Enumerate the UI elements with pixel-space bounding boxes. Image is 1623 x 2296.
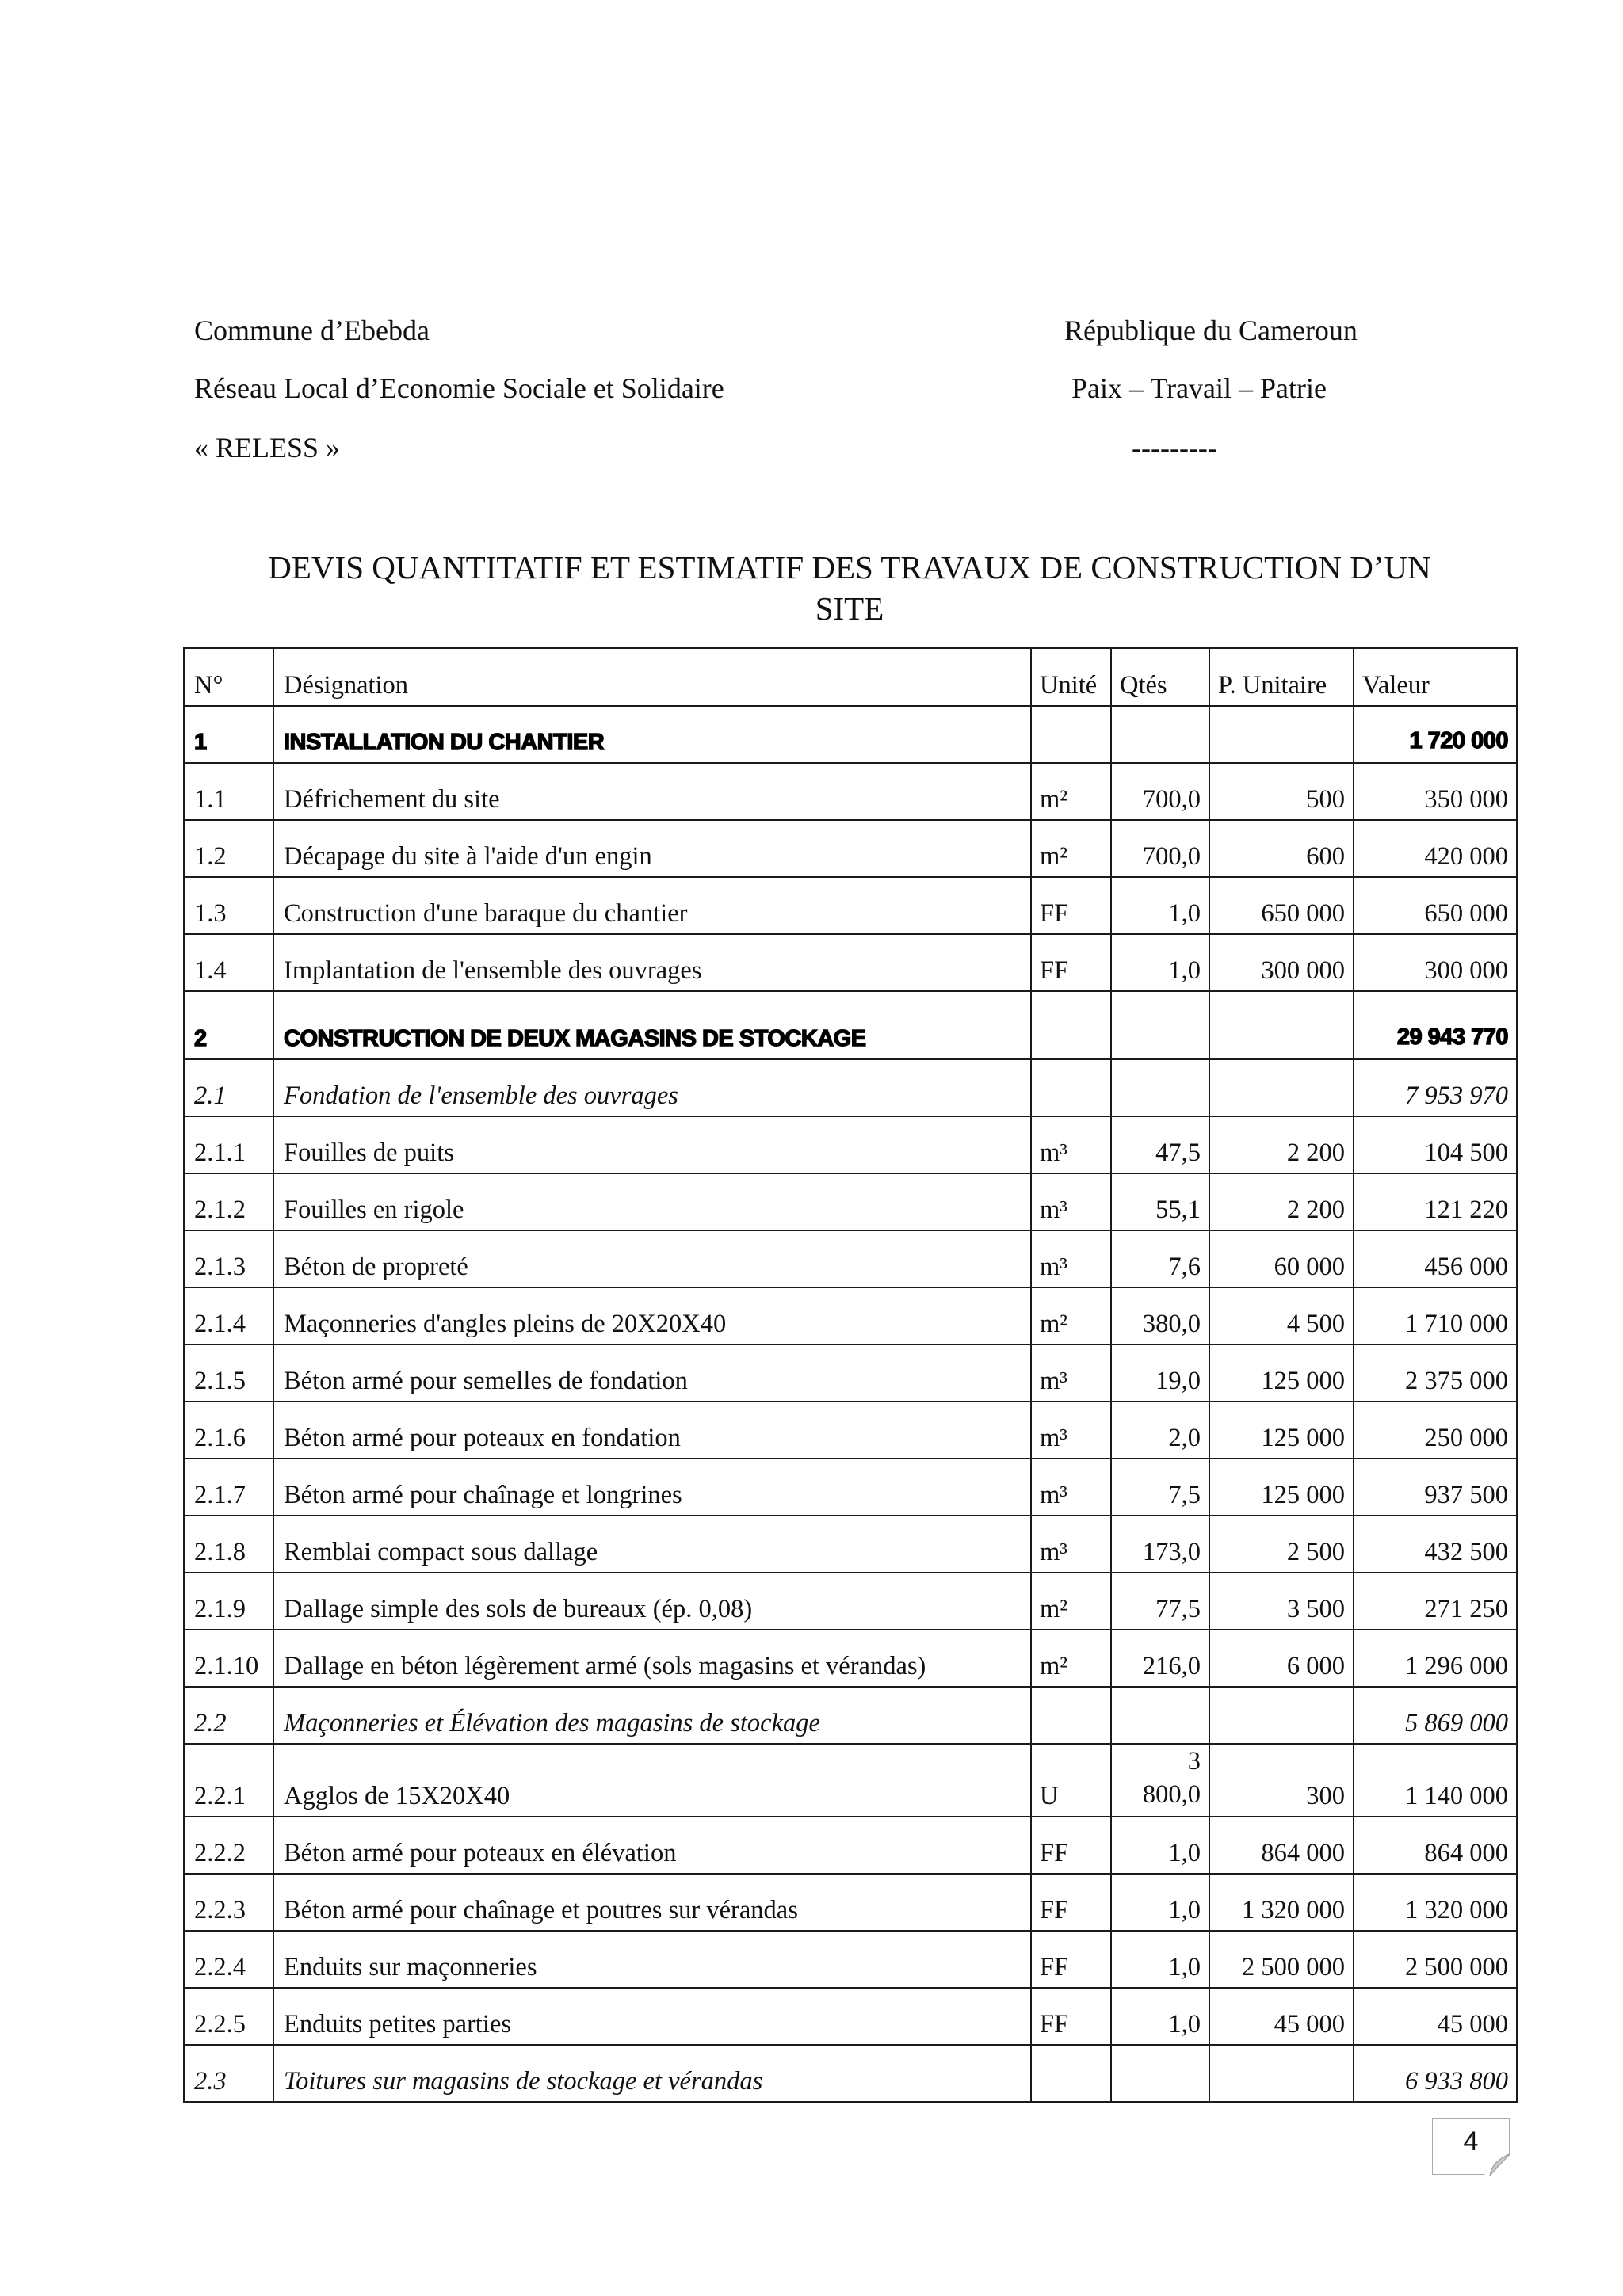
cell-designation: CONSTRUCTION DE DEUX MAGASINS DE STOCKAGE bbox=[273, 991, 1031, 1059]
table-row bbox=[184, 1173, 1517, 1230]
cell-number: 2.2 bbox=[184, 1687, 273, 1744]
cell-quantity: 1,0 bbox=[1111, 1874, 1209, 1931]
cell-quantity: 7,6 bbox=[1111, 1230, 1209, 1287]
cell-unit bbox=[1031, 706, 1111, 763]
cell-number: 1.4 bbox=[184, 934, 273, 991]
cell-unit: m² bbox=[1031, 1287, 1111, 1344]
subsection-row bbox=[184, 1687, 1517, 1744]
cell-unit-price: 2 200 bbox=[1209, 1173, 1354, 1230]
cell-unit-price: 500 bbox=[1209, 763, 1354, 820]
cell-unit-price bbox=[1209, 706, 1354, 763]
estimate-table bbox=[183, 647, 1518, 2103]
cell-value: 29 943 770 bbox=[1354, 991, 1517, 1059]
cell-number: 1.2 bbox=[184, 820, 273, 877]
cell-designation: INSTALLATION DU CHANTIER bbox=[273, 706, 1031, 763]
cell-designation: Dallage en béton légèrement armé (sols magasins et vérandas) bbox=[273, 1630, 1031, 1687]
cell-number: 1.3 bbox=[184, 877, 273, 934]
table-row bbox=[184, 1744, 1517, 1817]
table-row bbox=[184, 1402, 1517, 1459]
cell-unit: m³ bbox=[1031, 1459, 1111, 1516]
table-row bbox=[184, 1344, 1517, 1402]
cell-designation: Fondation de l'ensemble des ouvrages bbox=[273, 1059, 1031, 1116]
cell-value: 271 250 bbox=[1354, 1573, 1517, 1630]
page-curl-icon bbox=[1484, 2152, 1510, 2176]
cell-unit-price bbox=[1209, 2045, 1354, 2102]
table-row bbox=[184, 1988, 1517, 2045]
cell-quantity: 700,0 bbox=[1111, 763, 1209, 820]
cell-unit: m² bbox=[1031, 1573, 1111, 1630]
country-name: République du Cameroun bbox=[1064, 315, 1358, 346]
cell-value: 456 000 bbox=[1354, 1230, 1517, 1287]
cell-number: 2.1.6 bbox=[184, 1402, 273, 1459]
cell-quantity: 1,0 bbox=[1111, 877, 1209, 934]
cell-number: 2.2.1 bbox=[184, 1744, 273, 1817]
cell-unit bbox=[1031, 2045, 1111, 2102]
cell-unit-price bbox=[1209, 1687, 1354, 1744]
cell-unit-price: 600 bbox=[1209, 820, 1354, 877]
cell-value: 6 933 800 bbox=[1354, 2045, 1517, 2102]
cell-unit-price: 650 000 bbox=[1209, 877, 1354, 934]
cell-designation: Toitures sur magasins de stockage et vérandas bbox=[273, 2045, 1031, 2102]
cell-unit: m³ bbox=[1031, 1402, 1111, 1459]
cell-unit-price: 2 500 bbox=[1209, 1516, 1354, 1573]
cell-quantity: 19,0 bbox=[1111, 1344, 1209, 1402]
cell-unit: FF bbox=[1031, 1874, 1111, 1931]
cell-quantity: 173,0 bbox=[1111, 1516, 1209, 1573]
col-header-value: Valeur bbox=[1354, 648, 1517, 706]
cell-designation: Béton armé pour semelles de fondation bbox=[273, 1344, 1031, 1402]
cell-unit-price: 300 bbox=[1209, 1744, 1354, 1817]
cell-number: 2.1.1 bbox=[184, 1116, 273, 1173]
cell-value: 432 500 bbox=[1354, 1516, 1517, 1573]
cell-designation: Implantation de l'ensemble des ouvrages bbox=[273, 934, 1031, 991]
cell-designation: Défrichement du site bbox=[273, 763, 1031, 820]
cell-unit-price: 3 500 bbox=[1209, 1573, 1354, 1630]
cell-unit-price: 4 500 bbox=[1209, 1287, 1354, 1344]
cell-unit-price: 1 320 000 bbox=[1209, 1874, 1354, 1931]
table-row bbox=[184, 1630, 1517, 1687]
cell-quantity bbox=[1111, 706, 1209, 763]
cell-value: 7 953 970 bbox=[1354, 1059, 1517, 1116]
cell-value: 420 000 bbox=[1354, 820, 1517, 877]
cell-unit: FF bbox=[1031, 934, 1111, 991]
cell-number: 2.1.5 bbox=[184, 1344, 273, 1402]
cell-unit-price bbox=[1209, 991, 1354, 1059]
col-header-unit-price: P. Unitaire bbox=[1209, 648, 1354, 706]
cell-unit-price: 6 000 bbox=[1209, 1630, 1354, 1687]
cell-quantity: 55,1 bbox=[1111, 1173, 1209, 1230]
country-motto: Paix – Travail – Patrie bbox=[1071, 372, 1327, 404]
cell-unit bbox=[1031, 991, 1111, 1059]
cell-unit-price: 125 000 bbox=[1209, 1459, 1354, 1516]
cell-number: 1 bbox=[184, 706, 273, 763]
table-row bbox=[184, 1573, 1517, 1630]
cell-quantity: 700,0 bbox=[1111, 820, 1209, 877]
cell-value: 1 296 000 bbox=[1354, 1630, 1517, 1687]
cell-value: 1 710 000 bbox=[1354, 1287, 1517, 1344]
cell-quantity: 1,0 bbox=[1111, 934, 1209, 991]
cell-designation: Béton armé pour poteaux en fondation bbox=[273, 1402, 1031, 1459]
network-name: Réseau Local d’Economie Sociale et Solidaire bbox=[194, 372, 724, 404]
cell-unit: m³ bbox=[1031, 1116, 1111, 1173]
cell-quantity bbox=[1111, 2045, 1209, 2102]
cell-number: 2.1.8 bbox=[184, 1516, 273, 1573]
cell-value: 1 720 000 bbox=[1354, 706, 1517, 763]
cell-quantity: 216,0 bbox=[1111, 1630, 1209, 1687]
subsection-row bbox=[184, 1059, 1517, 1116]
network-acronym: « RELESS » bbox=[194, 432, 341, 463]
cell-unit-price: 2 500 000 bbox=[1209, 1931, 1354, 1988]
document-title-line1: DEVIS QUANTITATIF ET ESTIMATIF DES TRAVAUX DE CONSTRUCTION D’UN bbox=[268, 549, 1431, 585]
cell-value: 104 500 bbox=[1354, 1116, 1517, 1173]
table-row bbox=[184, 877, 1517, 934]
col-header-designation: Désignation bbox=[273, 648, 1031, 706]
document-title bbox=[183, 547, 1516, 629]
cell-number: 2.2.4 bbox=[184, 1931, 273, 1988]
cell-quantity bbox=[1111, 1059, 1209, 1116]
table-row bbox=[184, 1116, 1517, 1173]
cell-value: 45 000 bbox=[1354, 1988, 1517, 2045]
cell-designation: Maçonneries et Élévation des magasins de stockage bbox=[273, 1687, 1031, 1744]
cell-number: 2.1.2 bbox=[184, 1173, 273, 1230]
col-header-qty: Qtés bbox=[1111, 648, 1209, 706]
cell-number: 1.1 bbox=[184, 763, 273, 820]
table-row bbox=[184, 820, 1517, 877]
cell-quantity: 1,0 bbox=[1111, 1988, 1209, 2045]
cell-number: 2.2.3 bbox=[184, 1874, 273, 1931]
cell-designation: Agglos de 15X20X40 bbox=[273, 1744, 1031, 1817]
cell-value: 650 000 bbox=[1354, 877, 1517, 934]
cell-designation: Fouilles en rigole bbox=[273, 1173, 1031, 1230]
cell-unit-price: 125 000 bbox=[1209, 1344, 1354, 1402]
col-header-unit: Unité bbox=[1031, 648, 1111, 706]
cell-number: 2.1.10 bbox=[184, 1630, 273, 1687]
table-row bbox=[184, 934, 1517, 991]
cell-quantity: 1,0 bbox=[1111, 1931, 1209, 1988]
cell-value: 864 000 bbox=[1354, 1817, 1517, 1874]
cell-value: 937 500 bbox=[1354, 1459, 1517, 1516]
cell-number: 2.1.9 bbox=[184, 1573, 273, 1630]
cell-value: 2 375 000 bbox=[1354, 1344, 1517, 1402]
cell-unit bbox=[1031, 1687, 1111, 1744]
cell-designation: Béton armé pour poteaux en élévation bbox=[273, 1817, 1031, 1874]
cell-unit-price: 45 000 bbox=[1209, 1988, 1354, 2045]
cell-quantity: 2,0 bbox=[1111, 1402, 1209, 1459]
cell-unit bbox=[1031, 1059, 1111, 1116]
cell-designation: Fouilles de puits bbox=[273, 1116, 1031, 1173]
cell-designation: Construction d'une baraque du chantier bbox=[273, 877, 1031, 934]
cell-unit: m³ bbox=[1031, 1516, 1111, 1573]
cell-unit-price: 300 000 bbox=[1209, 934, 1354, 991]
cell-value: 350 000 bbox=[1354, 763, 1517, 820]
cell-number: 2.2.2 bbox=[184, 1817, 273, 1874]
cell-unit: m³ bbox=[1031, 1173, 1111, 1230]
cell-designation: Remblai compact sous dallage bbox=[273, 1516, 1031, 1573]
table-header-row bbox=[184, 648, 1517, 706]
cell-quantity: 3 800,0 bbox=[1111, 1744, 1209, 1817]
cell-quantity: 47,5 bbox=[1111, 1116, 1209, 1173]
cell-designation: Béton de propreté bbox=[273, 1230, 1031, 1287]
document-title-line2: SITE bbox=[815, 590, 884, 627]
cell-value: 121 220 bbox=[1354, 1173, 1517, 1230]
cell-unit: FF bbox=[1031, 1988, 1111, 2045]
cell-quantity bbox=[1111, 991, 1209, 1059]
cell-designation: Béton armé pour chaînage et longrines bbox=[273, 1459, 1031, 1516]
section-row bbox=[184, 991, 1517, 1059]
cell-unit: FF bbox=[1031, 877, 1111, 934]
cell-value: 250 000 bbox=[1354, 1402, 1517, 1459]
table-row bbox=[184, 1931, 1517, 1988]
cell-unit: FF bbox=[1031, 1931, 1111, 1988]
page-number-box bbox=[1432, 2118, 1510, 2175]
cell-unit: U bbox=[1031, 1744, 1111, 1817]
cell-unit-price: 864 000 bbox=[1209, 1817, 1354, 1874]
cell-unit-price: 125 000 bbox=[1209, 1402, 1354, 1459]
cell-unit: m³ bbox=[1031, 1230, 1111, 1287]
cell-value: 300 000 bbox=[1354, 934, 1517, 991]
cell-designation: Décapage du site à l'aide d'un engin bbox=[273, 820, 1031, 877]
cell-number: 2.1.7 bbox=[184, 1459, 273, 1516]
cell-value: 1 320 000 bbox=[1354, 1874, 1517, 1931]
cell-unit: m³ bbox=[1031, 1344, 1111, 1402]
cell-unit: m² bbox=[1031, 763, 1111, 820]
page-number: 4 bbox=[1463, 2126, 1479, 2157]
cell-designation: Béton armé pour chaînage et poutres sur vérandas bbox=[273, 1874, 1031, 1931]
table-row bbox=[184, 1516, 1517, 1573]
cell-unit: m² bbox=[1031, 1630, 1111, 1687]
section-row bbox=[184, 706, 1517, 763]
cell-number: 2.1 bbox=[184, 1059, 273, 1116]
cell-number: 2.1.4 bbox=[184, 1287, 273, 1344]
cell-number: 2 bbox=[184, 991, 273, 1059]
cell-unit: m² bbox=[1031, 820, 1111, 877]
cell-unit: FF bbox=[1031, 1817, 1111, 1874]
commune-name: Commune d’Ebebda bbox=[194, 315, 430, 346]
table-row bbox=[184, 763, 1517, 820]
table-row bbox=[184, 1230, 1517, 1287]
cell-quantity: 1,0 bbox=[1111, 1817, 1209, 1874]
cell-unit-price bbox=[1209, 1059, 1354, 1116]
table-row bbox=[184, 1817, 1517, 1874]
cell-quantity: 380,0 bbox=[1111, 1287, 1209, 1344]
cell-number: 2.2.5 bbox=[184, 1988, 273, 2045]
table-row bbox=[184, 1459, 1517, 1516]
cell-unit-price: 60 000 bbox=[1209, 1230, 1354, 1287]
col-header-no: N° bbox=[184, 648, 273, 706]
cell-number: 2.3 bbox=[184, 2045, 273, 2102]
cell-value: 5 869 000 bbox=[1354, 1687, 1517, 1744]
cell-quantity: 77,5 bbox=[1111, 1573, 1209, 1630]
cell-designation: Enduits petites parties bbox=[273, 1988, 1031, 2045]
cell-quantity: 7,5 bbox=[1111, 1459, 1209, 1516]
separator-dashes: --------- bbox=[1132, 432, 1217, 463]
cell-designation: Maçonneries d'angles pleins de 20X20X40 bbox=[273, 1287, 1031, 1344]
subsection-row bbox=[184, 2045, 1517, 2102]
cell-quantity bbox=[1111, 1687, 1209, 1744]
cell-unit-price: 2 200 bbox=[1209, 1116, 1354, 1173]
table-row bbox=[184, 1287, 1517, 1344]
table-row bbox=[184, 1874, 1517, 1931]
cell-number: 2.1.3 bbox=[184, 1230, 273, 1287]
cell-value: 2 500 000 bbox=[1354, 1931, 1517, 1988]
cell-designation: Dallage simple des sols de bureaux (ép. 0,08) bbox=[273, 1573, 1031, 1630]
cell-value: 1 140 000 bbox=[1354, 1744, 1517, 1817]
cell-designation: Enduits sur maçonneries bbox=[273, 1931, 1031, 1988]
